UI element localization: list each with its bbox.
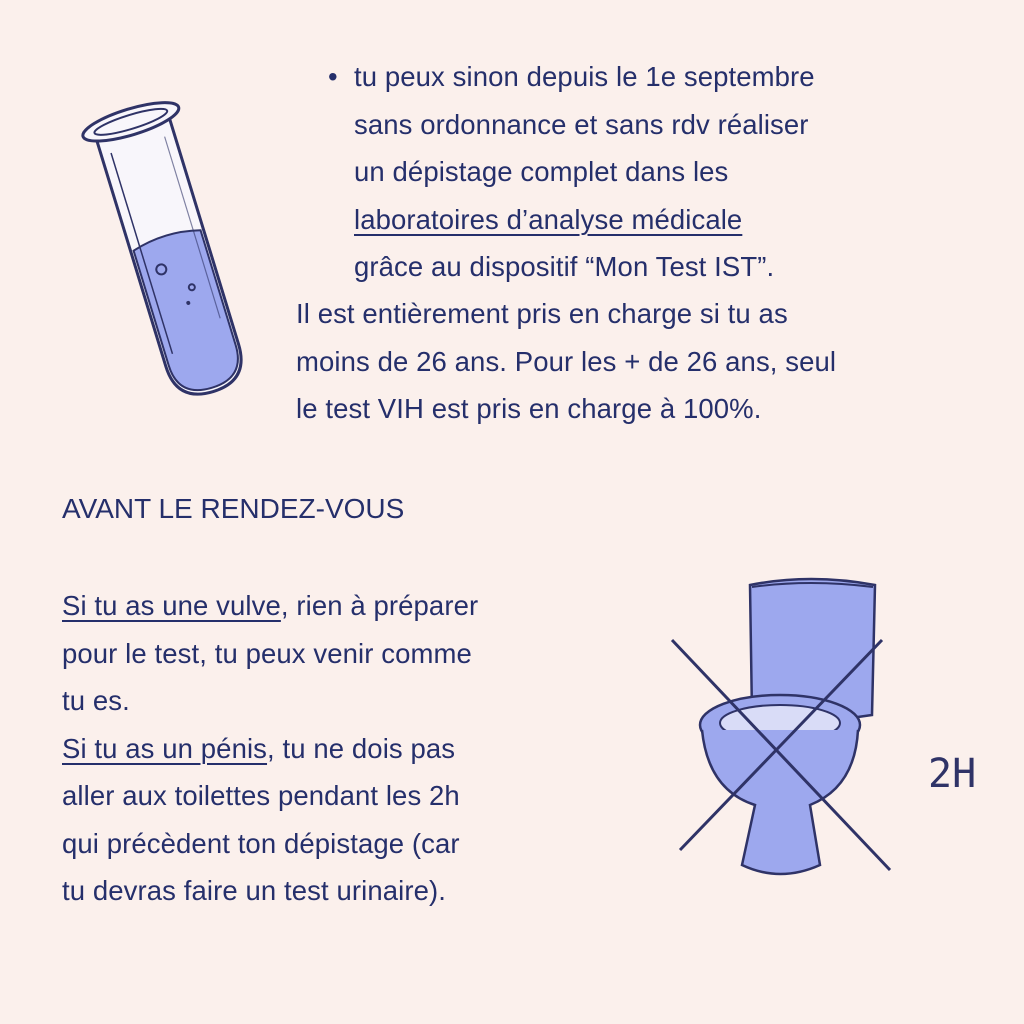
bullet-text bbox=[354, 53, 1014, 291]
penis-text-3: qui précèdent ton dépistage (car bbox=[62, 827, 460, 859]
vulve-text-2: pour le test, tu peux venir comme bbox=[62, 637, 472, 669]
vulve-link[interactable]: Si tu as une vulve bbox=[62, 590, 281, 621]
paragraph-line-2: moins de 26 ans. Pour les + de 26 ans, seul bbox=[296, 345, 837, 377]
bullet-line-2: sans ordonnance et sans rdv réaliser bbox=[354, 108, 809, 140]
test-tube-icon bbox=[80, 80, 260, 420]
bullet-line-5: grâce au dispositif “Mon Test IST”. bbox=[354, 251, 775, 282]
crossed-toilet-icon bbox=[660, 565, 1000, 895]
penis-text-1: , tu ne dois pas bbox=[267, 732, 456, 764]
penis-text-4: tu devras faire un test urinaire). bbox=[62, 875, 446, 906]
vulve-text-3: tu es. bbox=[62, 685, 130, 716]
vulve-text-1: , rien à préparer bbox=[280, 590, 479, 621]
penis-link[interactable]: Si tu as un pénis bbox=[62, 732, 268, 764]
paragraph-line-3: le test VIH est pris en charge à 100%. bbox=[296, 393, 762, 424]
bullet-line-3: un dépistage complet dans les bbox=[354, 156, 729, 187]
penis-text-2: aller aux toilettes pendant les 2h bbox=[62, 780, 460, 811]
coverage-paragraph bbox=[296, 290, 1016, 433]
paragraph-line-1: Il est entièrement pris en charge si tu as bbox=[296, 298, 788, 329]
instructions-block bbox=[62, 582, 662, 915]
section-heading: AVANT LE RENDEZ-VOUS bbox=[62, 493, 405, 524]
bullet-line-1: tu peux sinon depuis le 1e septembre bbox=[354, 61, 815, 92]
toilet-duration-label: 2H bbox=[928, 751, 977, 797]
bullet-marker: • bbox=[328, 61, 338, 92]
laboratory-link[interactable]: laboratoires d’analyse médicale bbox=[354, 203, 743, 235]
